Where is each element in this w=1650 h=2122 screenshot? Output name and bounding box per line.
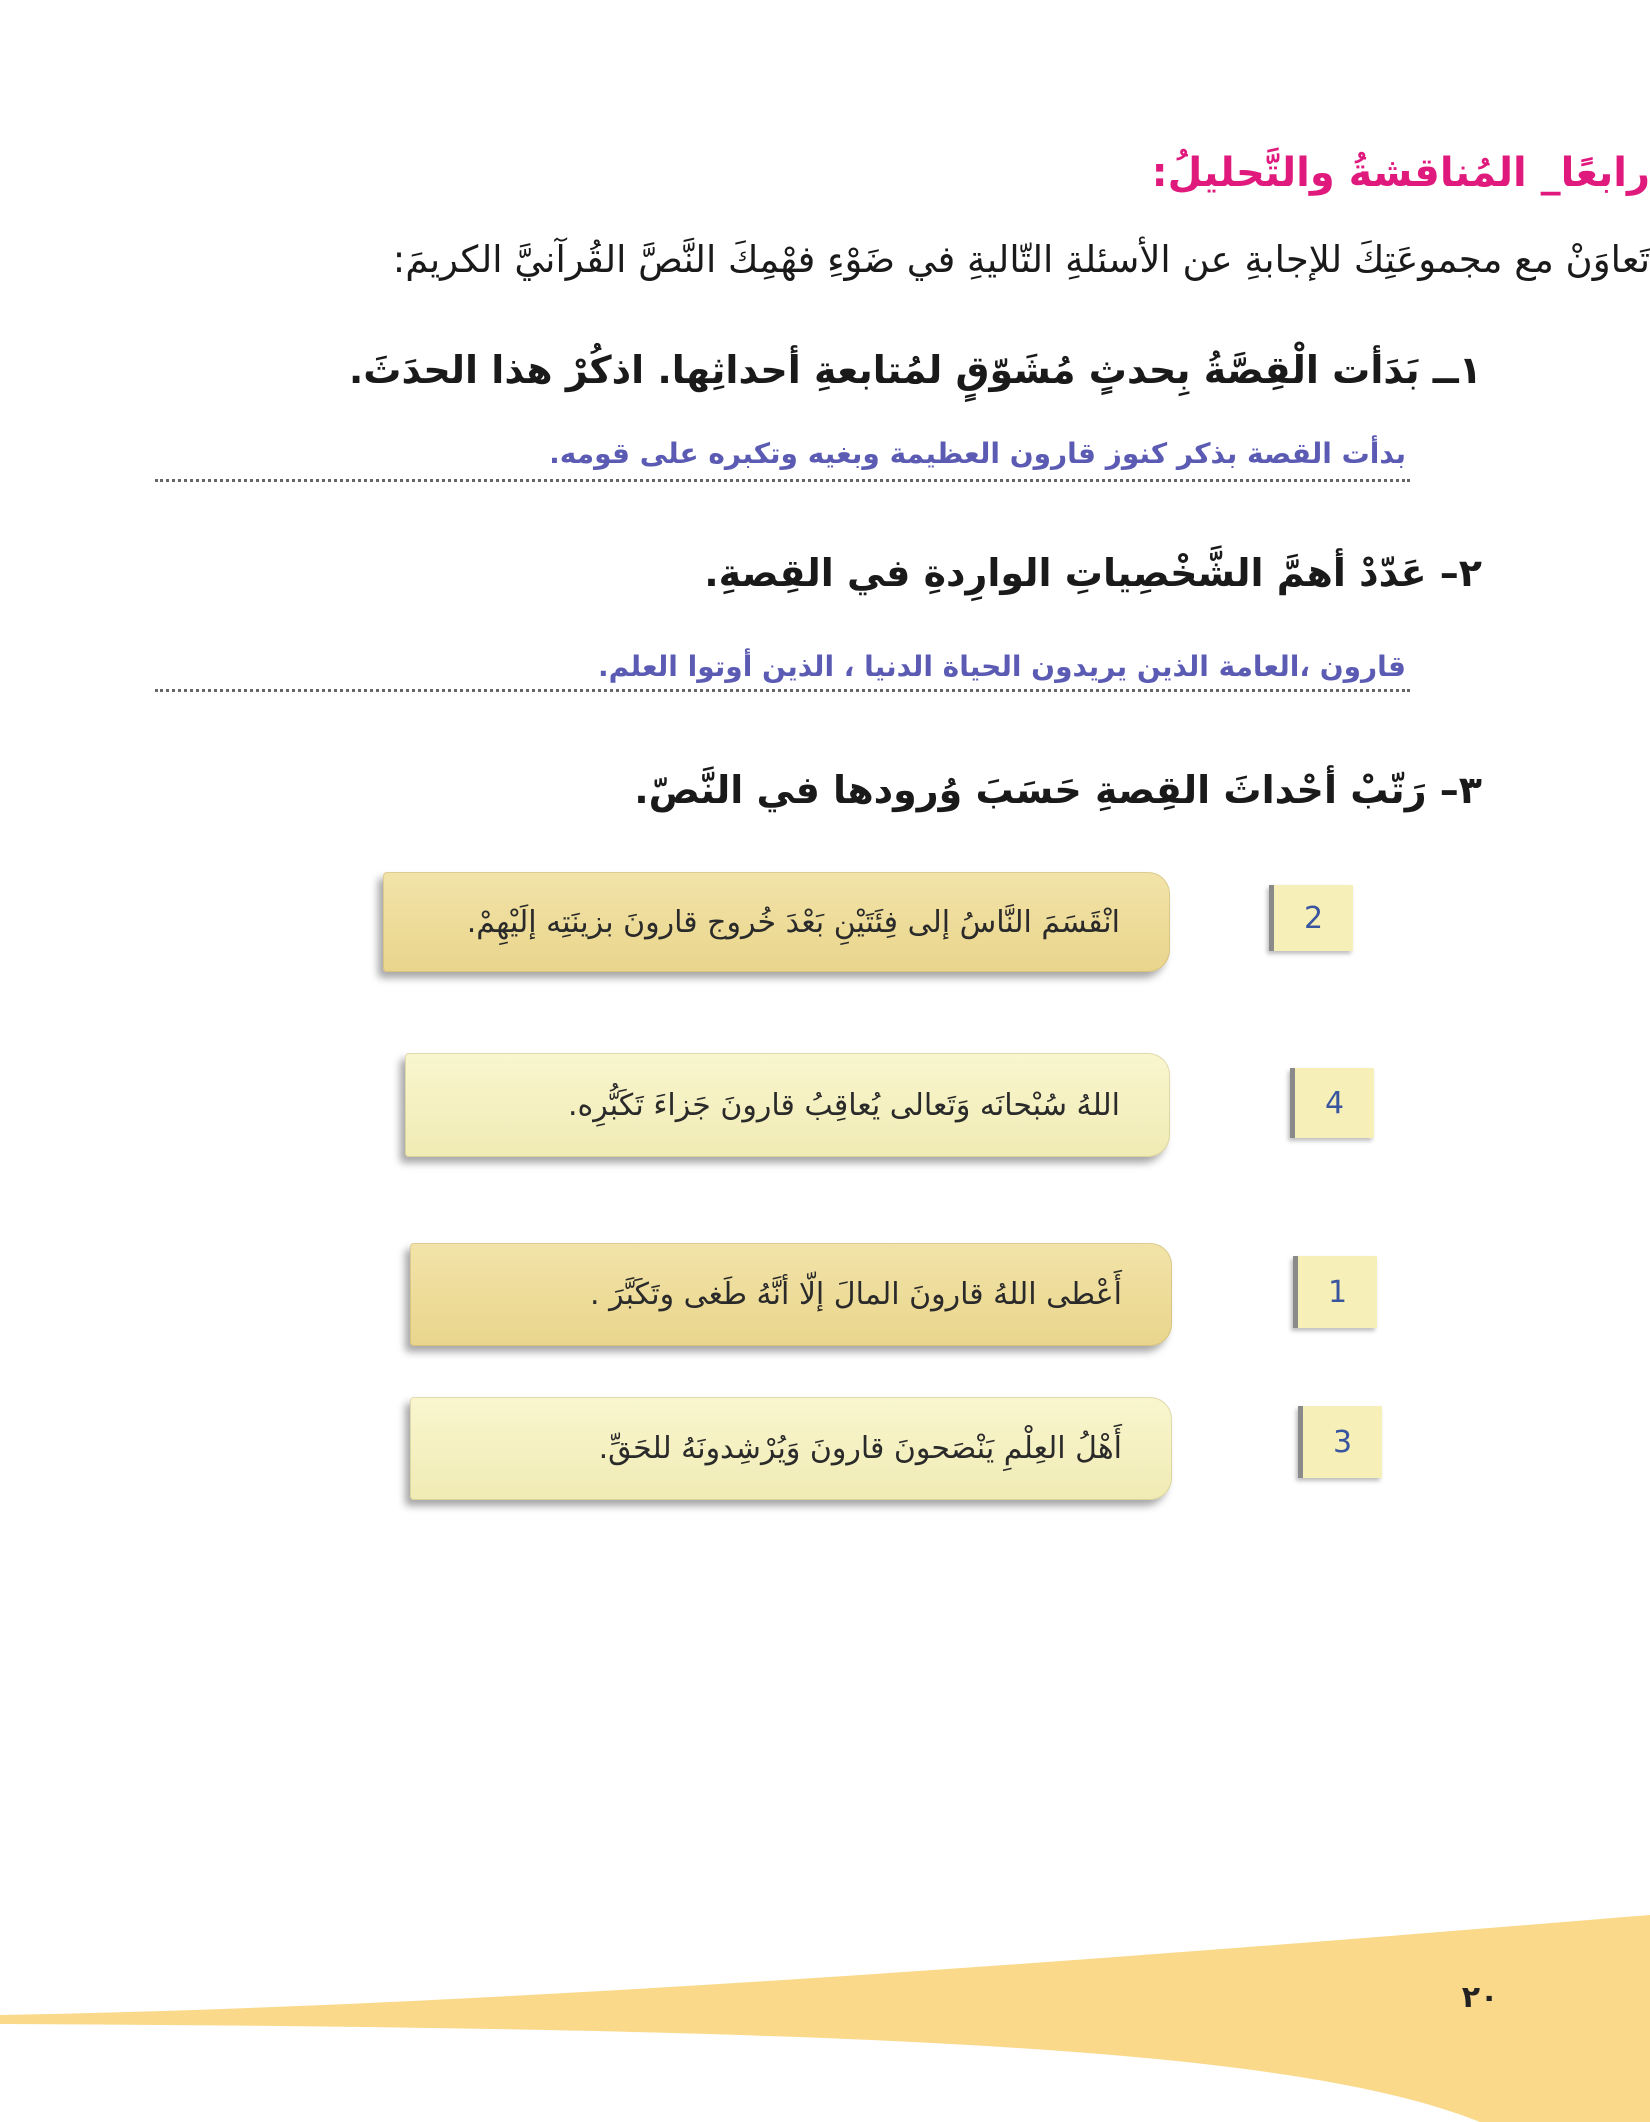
event-card[interactable] bbox=[405, 1053, 1170, 1157]
event-card[interactable] bbox=[383, 872, 1170, 972]
answer-2: قارون ،العامة الذين يريدون الحياة الدنيا ، الذين أوتوا العلم. bbox=[597, 650, 1406, 683]
event-text: أَعْطى اللهُ قارونَ المالَ إلّا أنَّهُ طَغى وتَكَبَّرَ . bbox=[590, 1277, 1122, 1312]
event-order: 4 bbox=[1324, 1085, 1345, 1121]
section-intro: تَعاوَنْ مع مجموعَتِكَ للإجابةِ عن الأسئلةِ التّاليةِ في ضَوْءِ فهْمِكَ النَّصَّ القُرآنيَّ الكريمَ: bbox=[392, 238, 1650, 281]
event-text: انْقَسَمَ النَّاسُ إلى فِئَتَيْنِ بَعْدَ خُروج قارونَ بزينَتِه إلَيْهِمْ. bbox=[466, 904, 1120, 940]
answer-1: بدأت القصة بذكر كنوز قارون العظيمة وبغيه وتكبره على قومه. bbox=[549, 437, 1406, 470]
event-order-box[interactable] bbox=[1293, 1256, 1377, 1328]
answer-line-1 bbox=[155, 479, 1410, 482]
event-order-box[interactable] bbox=[1269, 885, 1353, 951]
event-order-box[interactable] bbox=[1290, 1068, 1374, 1138]
event-card[interactable] bbox=[410, 1243, 1172, 1346]
page-number: ٢٠ bbox=[1461, 1980, 1499, 2015]
footer-band bbox=[0, 1780, 1650, 2122]
question-1: ١ــ بَدَأت الْقِصَّةُ بِحدثٍ مُشَوّقٍ لمُتابعةِ أحداثِها. اذكُرْ هذا الحدَثَ. bbox=[348, 348, 1482, 392]
event-text: اللهُ سُبْحانَه وَتَعالى يُعاقِبُ قارونَ جَزاءَ تَكَبُّرِه. bbox=[568, 1087, 1120, 1123]
event-order-box[interactable] bbox=[1298, 1406, 1382, 1478]
section-heading: رابعًا_ المُناقشةُ والتَّحليلُ: bbox=[1151, 150, 1650, 196]
event-order: 2 bbox=[1303, 900, 1324, 936]
event-order: 3 bbox=[1332, 1424, 1353, 1460]
question-3: ٣– رَتّبْ أحْداثَ القِصةِ حَسَبَ وُرودها في النَّصّ. bbox=[634, 768, 1482, 812]
answer-line-2 bbox=[155, 689, 1410, 692]
event-card[interactable] bbox=[410, 1397, 1172, 1500]
question-2: ٢– عَدّدْ أهمَّ الشَّخْصِياتِ الوارِدةِ في القِصةِ. bbox=[704, 551, 1482, 595]
event-order: 1 bbox=[1327, 1274, 1348, 1310]
event-text: أَهْلُ العِلْمِ يَنْصَحونَ قارونَ وَيُرْشِدونَهُ للحَقِّ. bbox=[598, 1431, 1122, 1466]
